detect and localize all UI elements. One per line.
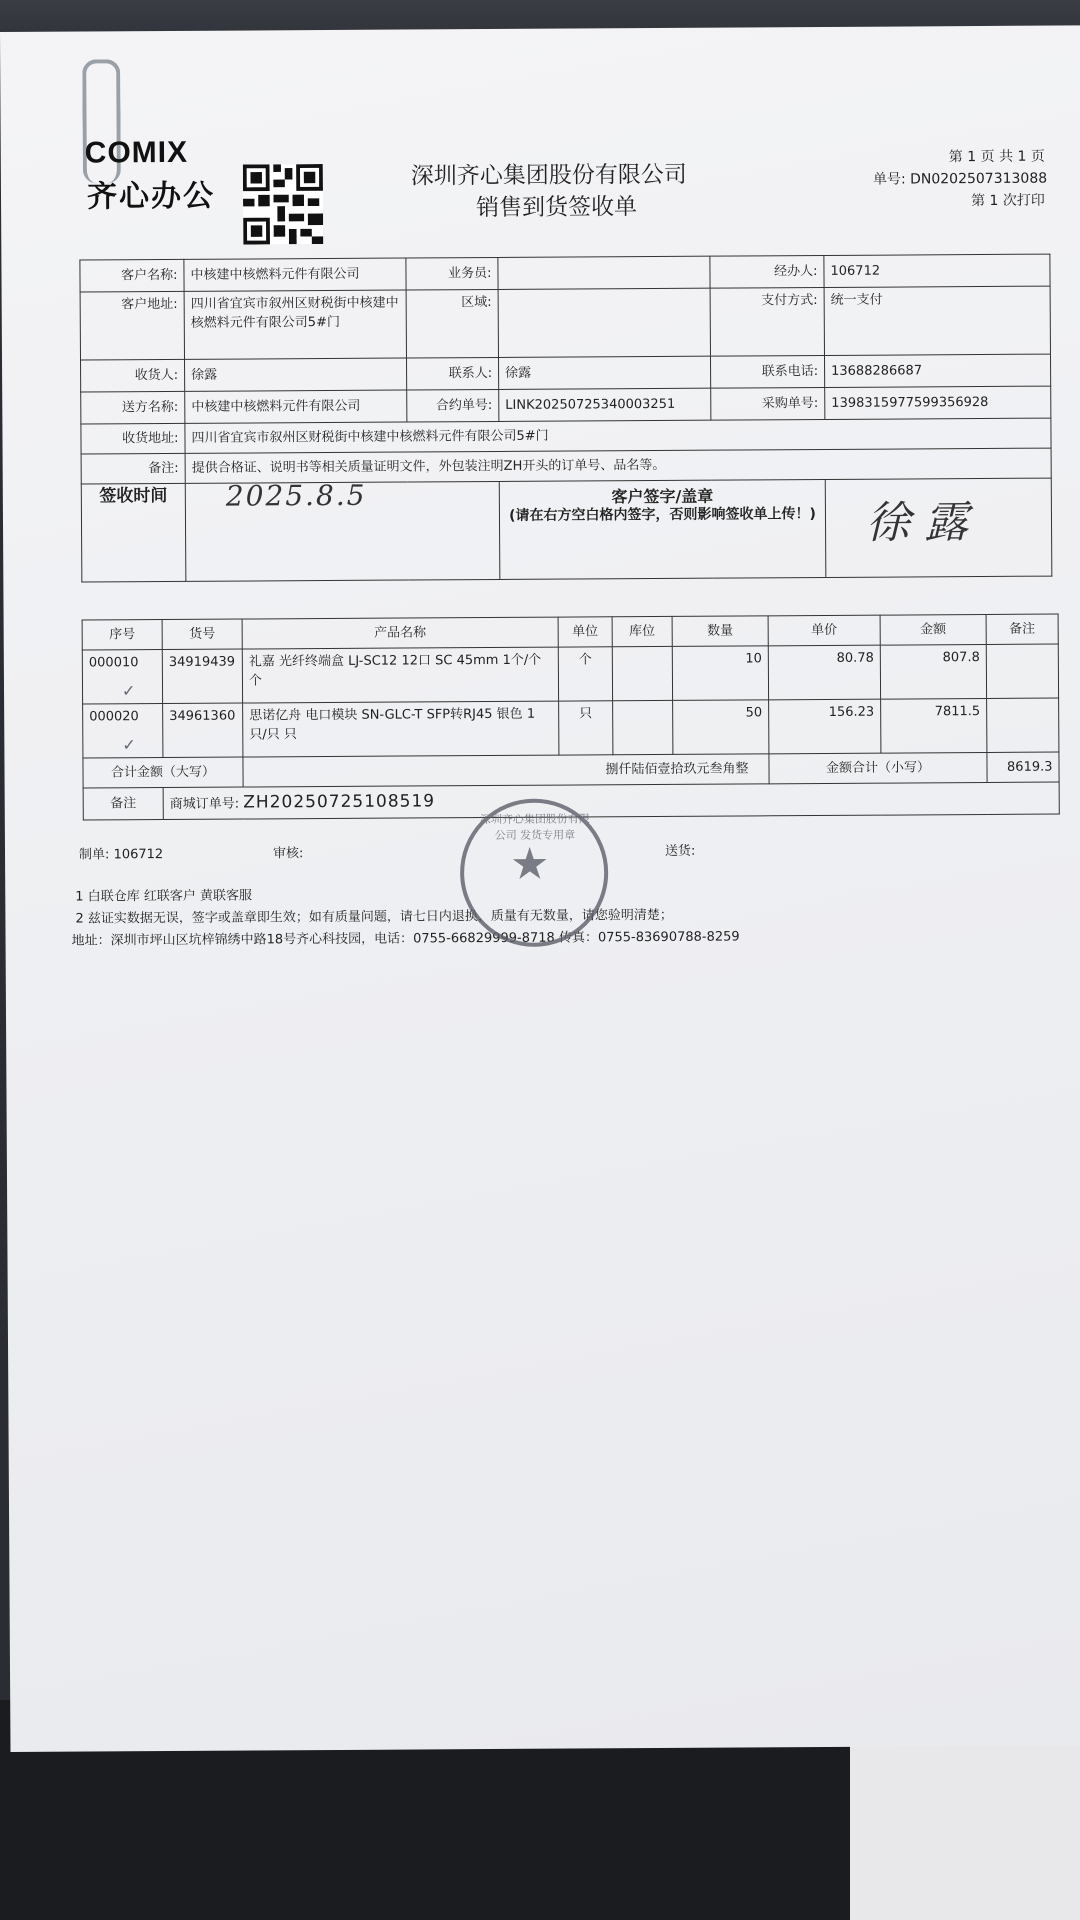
col-header-price: 单价 [768, 615, 880, 646]
sales-label: 业务员: [406, 257, 498, 290]
phone-value: 13688286687 [824, 354, 1050, 387]
row-qty: 10 [672, 646, 768, 701]
row-amount: 7811.5 [881, 698, 987, 753]
remark-label: 备注: [81, 453, 185, 484]
row-location [613, 700, 673, 754]
qr-code-icon [243, 164, 323, 244]
contract-value: LINK20250725340003251 [499, 388, 711, 421]
items-table [82, 614, 1060, 821]
row-sku: 34961360 [163, 703, 243, 757]
col-header-sku: 货号 [162, 619, 242, 649]
region-label: 区域: [406, 289, 498, 358]
maker-line [79, 843, 163, 863]
document-title: 销售到货签收单 [476, 194, 638, 222]
stamp-star-icon: ★ [509, 838, 550, 890]
col-header-note: 备注 [986, 614, 1058, 644]
customer-addr-label: 客户地址: [80, 291, 184, 360]
sign-time-label: 签收时间 [81, 483, 186, 582]
delivery-addr-label: 收货地址: [81, 423, 185, 454]
po-label: 采购单号: [711, 387, 825, 420]
maker-value: 106712 [113, 847, 164, 863]
order-remark-label: 备注 [83, 788, 163, 820]
customer-signature: 徐 露 [865, 496, 969, 549]
total-upper-value: 捌仟陆佰壹拾玖元叁角整 [243, 754, 769, 787]
customer-name-label: 客户名称: [80, 259, 184, 292]
row-seq: 000010 [82, 650, 162, 704]
contact-value: 徐露 [498, 356, 710, 389]
footer-address: 地址：深圳市坪山区坑梓锦绣中路18号齐心科技园，电话：0755-66829999-8718 传真：0755-83690788-8259 [71, 929, 740, 949]
comix-logo-cn: 齐心办公 [86, 178, 216, 215]
row-name: 思诺亿舟 电口模块 SN-GLC-T SFP转RJ45 银色 1只/只 只 [243, 701, 559, 757]
customer-addr: 四川省宜宾市叙州区财税街中核建中核燃料元件有限公司5#门 [184, 290, 406, 359]
customer-info-table [79, 254, 1052, 583]
col-header-unit: 单位 [558, 617, 612, 647]
check-mark-icon: ✓ [121, 681, 136, 701]
row-price: 80.78 [768, 645, 880, 700]
row-location [612, 646, 672, 700]
customer-sign-title: 客户签字/盖章 [611, 486, 714, 507]
row-name: 礼嘉 光纤终端盒 LJ-SC12 12口 SC 45mm 1个/个 个 [242, 647, 558, 703]
row-qty: 50 [673, 700, 769, 755]
stamp-text: 深圳齐心集团股份有限公司 发货专用章 [479, 812, 590, 842]
row-amount: 807.8 [880, 644, 986, 699]
col-header-location: 库位 [612, 616, 672, 646]
print-count: 第 1 次打印 [971, 192, 1045, 210]
contract-label: 合约单号: [407, 389, 499, 422]
col-header-name: 产品名称 [242, 617, 558, 649]
ship-to-value: 中核建中核燃料元件有限公司 [185, 390, 407, 423]
company-name: 深圳齐心集团股份有限公司 [410, 161, 687, 190]
phone-label: 联系电话: [710, 355, 824, 388]
comix-logo: COMIX [84, 135, 189, 170]
po-value: 13983159775993569​28 [825, 386, 1051, 419]
footer-line-1: 1 白联仓库 红联客户 黄联客服 [75, 888, 253, 905]
remark-value: 提供合格证、说明书等相关质量证明文件，外包装注明ZH开头的订单号、品名等。 [185, 448, 1051, 483]
check-mark-icon: ✓ [122, 735, 136, 755]
region-value [498, 288, 710, 357]
delivery-receipt-paper [0, 25, 1080, 1752]
table-row [82, 644, 1058, 704]
total-lower-value: 8619.3 [987, 752, 1059, 782]
row-sku: 34919439 [162, 649, 242, 703]
customer-sign-note: (请在右方空白格内签字，否则影响签收单上传！) [509, 506, 816, 524]
ship-label: 送货: [664, 843, 696, 859]
col-header-seq: 序号 [82, 620, 162, 650]
sales-value [498, 256, 710, 289]
row-note [986, 644, 1058, 698]
row-unit: 个 [558, 647, 612, 701]
photo-background-cloth [850, 1740, 1080, 1920]
receiver-value: 徐露 [185, 358, 407, 391]
row-note [987, 698, 1059, 752]
pay-label: 支付方式: [710, 287, 824, 356]
total-lower-label: 金额合计（小写） [769, 752, 987, 783]
handler-label: 经办人: [710, 255, 824, 288]
handler-value: 106712 [824, 254, 1050, 287]
row-price: 156.23 [769, 699, 881, 754]
maker-label: 制单: [78, 847, 110, 863]
delivery-addr: 四川省宜宾市叙州区财税街中核建中核燃料元件有限公司5#门 [185, 418, 1051, 453]
order-number-label: 商城订单号: [169, 796, 240, 812]
customer-name: 中核建中核燃料元件有限公司 [184, 258, 406, 291]
footer-line-2: 2 兹证实数据无误，签字或盖章即生效；如有质量问题，请七日内退换，质量有无数量，请您验明清楚； [75, 907, 673, 927]
order-number: ZH20250725108519 [243, 790, 436, 813]
col-header-amount: 金额 [880, 614, 986, 645]
row-unit: 只 [559, 701, 613, 755]
contact-label: 联系人: [406, 357, 498, 390]
receiver-label: 收货人: [81, 359, 185, 392]
review-label: 审核: [272, 846, 304, 862]
total-upper-label: 合计金额（大写） [83, 757, 243, 788]
table-row [83, 698, 1059, 758]
page-info: 第 1 页 共 1 页 [948, 148, 1045, 166]
company-seal-stamp [460, 798, 609, 947]
pay-value: 统一支付 [824, 286, 1050, 355]
document-number: 单号: DN0202507313088 [872, 170, 1048, 188]
ship-to-label: 送方名称: [81, 391, 185, 424]
sign-date: 2025.8.5 [225, 478, 367, 513]
col-header-qty: 数量 [672, 616, 768, 647]
row-seq: 000020 [83, 704, 163, 758]
